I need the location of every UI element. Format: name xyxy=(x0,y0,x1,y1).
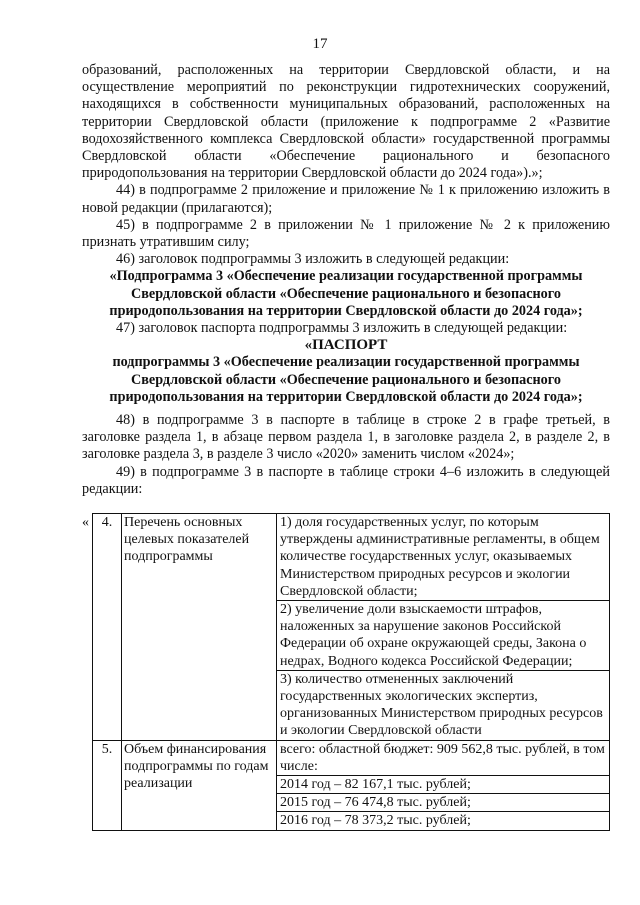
row-name: Перечень основных целевых показателей подпрограммы xyxy=(122,514,277,741)
paragraph-item-45: 45) в подпрограмме 2 в приложении № 1 приложение № 2 к приложению признать утратившим силу; xyxy=(82,216,610,251)
open-quote: « xyxy=(82,514,89,530)
funding-line: 2015 год – 76 474,8 тыс. рублей; xyxy=(277,793,609,811)
row-number: 5. xyxy=(93,740,122,830)
row-content xyxy=(277,740,610,830)
row-content xyxy=(277,514,610,741)
paragraph-continuation: образований, расположенных на территории Свердловской области, и на осуществление мероприятий по реконструкции гидротехнических сооружений, находящихся в собственности муниципальных образований, расположенных на территории Свердловской области (приложение к подпрограмме 2 «Развитие водохозяйственного комплекса Свердловской области» государственной программы Свердловской области «Обеспечение рационального и безопасного природопользования на территории Свердловской области до 2024 года»).»; xyxy=(82,62,610,182)
indicator-line: 1) доля государственных услуг, по которым утверждены административные регламенты, в общем количестве государственных услуг, оказываемых Министерством природных ресурсов и экологии Свердловской области; xyxy=(280,515,600,599)
paragraph-item-49: 49) в подпрограмме 3 в паспорте в таблице строки 4–6 изложить в следующей редакции: xyxy=(82,463,610,497)
passport-subtitle: подпрограммы 3 «Обеспечение реализации государственной программы Свердловской области «Обеспечение рационального и безопасного природопользования на территории Свердловской области до 2024 года»; xyxy=(109,354,583,405)
funding-line: всего: областной бюджет: 909 562,8 тыс. рублей, в том числе: xyxy=(280,741,605,774)
funding-line: 2014 год – 82 167,1 тыс. рублей; xyxy=(277,775,609,793)
paragraph-item-44: 44) в подпрограмме 2 приложение и приложение № 1 к приложению изложить в новой редакции (прилагаются); xyxy=(82,182,610,216)
subprogram-heading: «Подпрограмма 3 «Обеспечение реализации государственной программы Свердловской области «Обеспечение рационального и безопасного природопользования на территории Свердловской области до 2024 года»; xyxy=(109,268,583,319)
passport-title: «ПАСПОРТ xyxy=(304,337,388,354)
paragraph-item-47: 47) заголовок паспорта подпрограммы 3 изложить в следующей редакции: xyxy=(116,320,568,337)
table-row xyxy=(82,740,610,830)
row-number: 4. xyxy=(93,514,122,741)
paragraph-item-46: 46) заголовок подпрограммы 3 изложить в следующей редакции: xyxy=(116,251,510,268)
indicator-line: 2) увеличение доли взыскаемости штрафов, наложенных за нарушение законов Российской Федерации об охране окружающей среды, Закона о недрах, Водного кодекса Российской Федерации; xyxy=(277,600,609,670)
paragraph-item-48: 48) в подпрограмме 3 в паспорте в таблице в строке 2 в графе третьей, в заголовке раздела 1, в абзаце первом раздела 1, в заголовке раздела 2, в разделе 2, в заголовке раздела 3, в разделе 3 число «2020» заменить числом «2024»; xyxy=(82,412,610,463)
indicator-line: 3) количество отмененных заключений государственных экологических экспертиз, организованных Министерством природных ресурсов и экологии Свердловской области xyxy=(277,670,609,740)
row-name: Объем финансирования подпрограммы по годам реализации xyxy=(122,740,277,830)
funding-line: 2016 год – 78 373,2 тыс. рублей; xyxy=(277,811,609,829)
table-row xyxy=(82,514,610,741)
passport-table xyxy=(82,513,610,831)
page-number: 17 xyxy=(312,36,328,52)
document-body xyxy=(82,62,610,498)
